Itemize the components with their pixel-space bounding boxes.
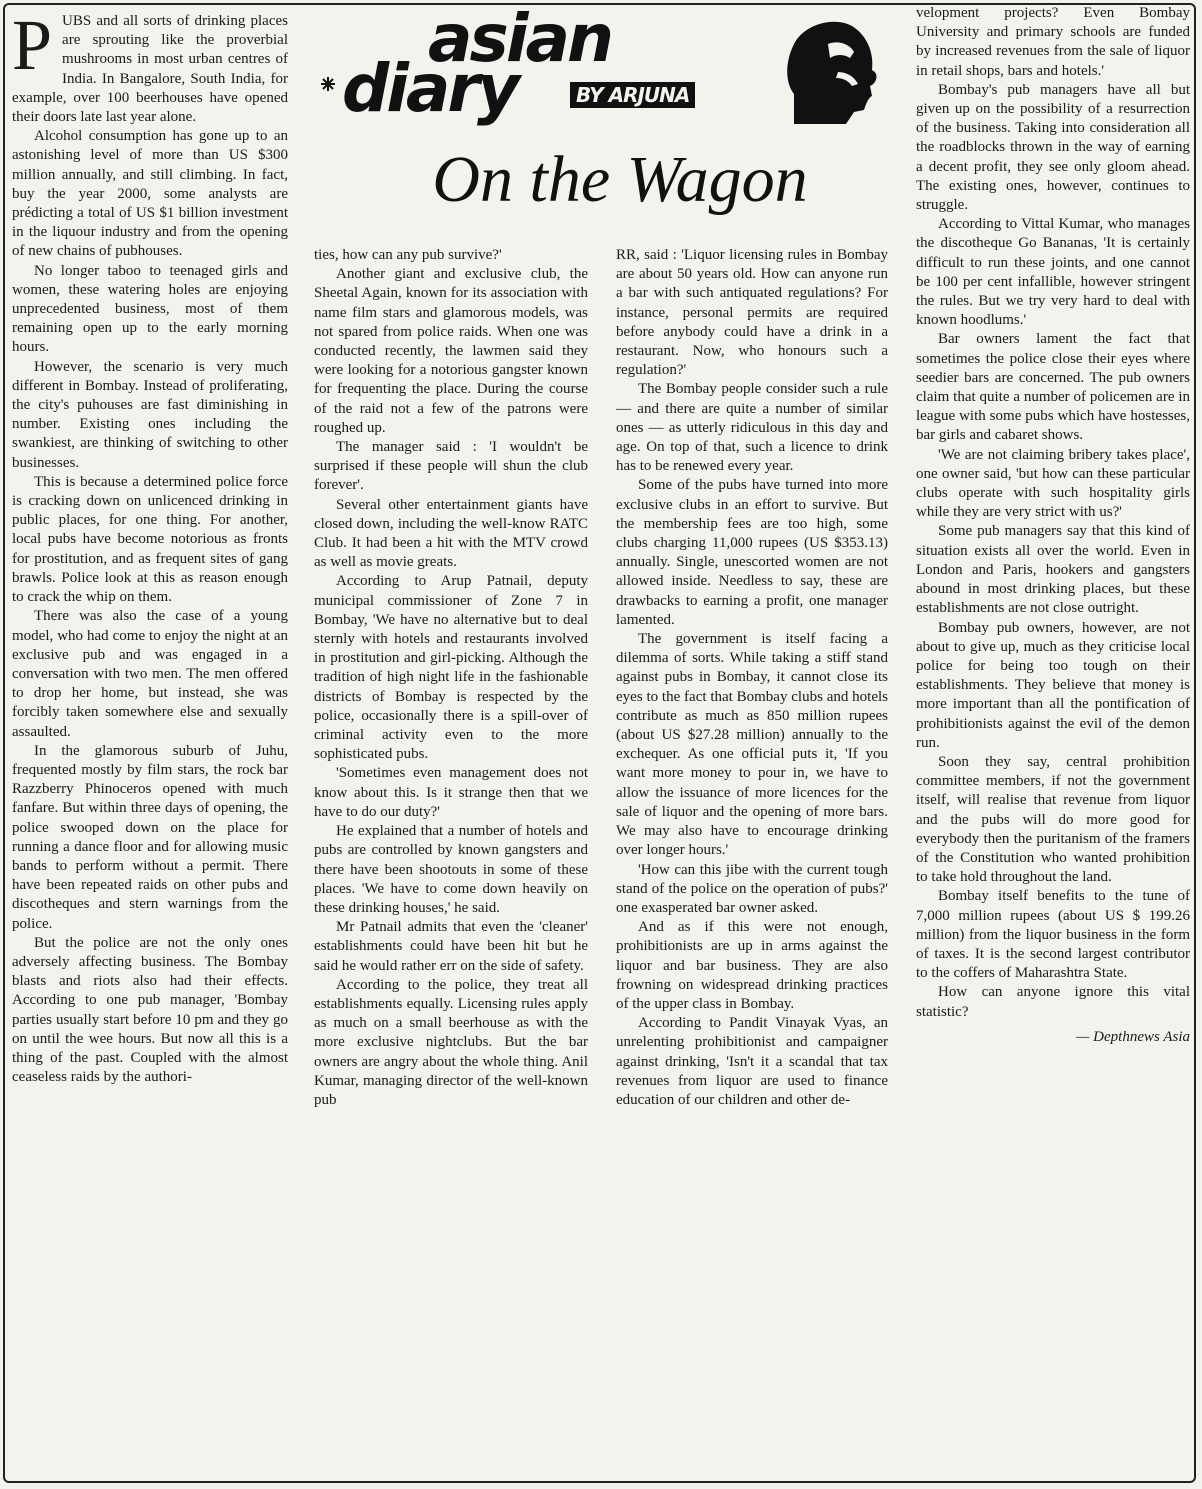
article-paragraph [314, 246, 588, 265]
article-paragraph [12, 127, 288, 261]
article-paragraph [916, 446, 1190, 523]
article-paragraph [916, 4, 1190, 81]
article-paragraph [616, 380, 888, 476]
paragraph-text: The manager said : 'I wouldn't be surprised if these people will shun the club forever'. [314, 439, 588, 494]
paragraph-text: But the police are not the only ones adversely affecting business. The Bombay blasts and riots also had their effects. According to one pub manager, 'Bombay parties usually start before 10 pm and they go on until the wee hours. But now all this is a thing of the past. Coupled with the almost ceaseless raids by the authori- [12, 934, 288, 1086]
paragraph-text: RR, said : 'Liquor licensing rules in Bombay are about 50 years old. How can anyone run a bar with such antiquated regulations? For instance, personal permits are required before anybody could have a drink in a restaurant. Now, who honours such a regulation?' [616, 247, 888, 379]
source-credit: — Depthnews Asia [1076, 1028, 1190, 1045]
paragraph-text: Several other entertainment giants have closed down, including the well-know RATC Club. It had been a hit with the MTV crowd as well as movie greats. [314, 496, 588, 571]
article-headline: On the Wagon [432, 143, 808, 216]
text-column-3 [616, 246, 888, 1482]
article-paragraph [314, 918, 588, 976]
masthead-diary: diary [342, 50, 517, 127]
paragraph-text: This is because a determined police force is cracking down on unlicenced drinking in public places, for one thing. For another, local pubs have become notorious as fronts for prostitution, and as frequent sites of gang brawls. Police look at this as reason enough to crack the whip on them. [12, 473, 288, 606]
article-paragraph [916, 619, 1190, 753]
paragraph-text: According to Vittal Kumar, who manages the discotheque Go Bananas, 'It is certainly difficult to run these joints, and one cannot be 100 per cent infallible, however stringent the rules. But we try very hard to deal with known hoodlums.' [916, 216, 1190, 329]
paragraph-text: There was also the case of a young model, who had come to enjoy the night at an exclusive pub and was engaged in a conversation with two men. The men offered to drop her home, but instead, she was forcibly taken somewhere else and sexually assaulted. [12, 608, 288, 740]
article-paragraph [314, 976, 588, 1110]
paragraph-text: Bombay's pub managers have all but given up on the possibility of a resurrection of the business. Taking into consideration all the roadblocks thrown in the way of earning a decent profit, they see only gloom ahead. The existing ones, however, continues to struggle. [916, 81, 1190, 214]
paragraph-text: Some of the pubs have turned into more exclusive clubs in an effort to survive. But the membership fees are too high, some clubs charging 11,000 rupees (US $353.13) annually. Single, unescorted women are not allowed inside. Needless to say, these are drawbacks to earning a profit, one manager lamented. [616, 477, 888, 628]
article-paragraph [916, 330, 1190, 445]
article-paragraph [12, 358, 288, 473]
paragraph-text: According to the police, they treat all establishments equally. Licensing rules apply as much on a small beerhouse as with the more exclusive nightclubs. But the bar owners are angry about the whole thing. Anil Kumar, managing director of the well-known pub [314, 976, 588, 1108]
article-paragraph [916, 215, 1190, 330]
paragraph-text: 'Sometimes even management does not know about this. Is it strange then that we have to do our duty?' [314, 765, 588, 820]
paragraph-text: Alcohol consumption has gone up to an astonishing level of more than US $300 million annually, and still climbing. In fact, buy the year 2000, some analysts are prédicting a total of US $1 billion investment in the liquour industry and from the opening of new chains of pubhouses. [12, 128, 288, 260]
article-paragraph [12, 607, 288, 741]
text-column-1 [12, 12, 288, 1482]
paragraph-text: 'We are not claiming bribery takes place', one owner said, 'but how can these particular clubs operate with such hospitality girls while they are very strict with us?' [916, 446, 1190, 521]
paragraph-text: 'How can this jibe with the current tough stand of the police on the operation of pubs?' one exasperated bar owner asked. [616, 861, 888, 916]
article-paragraph [916, 887, 1190, 983]
paragraph-text: No longer taboo to teenaged girls and women, these watering holes are enjoying unprecedented business, most of them remaining open up to the early morning hours. [12, 262, 288, 356]
article-paragraph [616, 476, 888, 630]
article-paragraph [616, 246, 888, 380]
article-paragraph [314, 496, 588, 573]
paragraph-text: Bombay itself benefits to the tune of 7,000 million rupees (about US $ 199.26 million) from the liquor business in the form of taxes. It is the second largest contributor to the coffers of Maharashtra State. [916, 888, 1190, 982]
paragraph-text: In the glamorous suburb of Juhu, frequented mostly by film stars, the rock bar Razzberry Phinoceros opened with much fanfare. But within three days of opening, the police swooped down on the place for running a dance floor and for allowing music bands to perform without a permit. There have been repeated raids on other pubs and discotheques and stern warnings from the police. [12, 742, 288, 932]
asterisk-icon [318, 74, 338, 94]
article-paragraph [12, 473, 288, 607]
article-paragraph [314, 438, 588, 496]
paragraph-text: Bombay pub owners, however, are not about to give up, much as they criticise local police for being too tough on their establishments. They believe that money is more important than all the pontification of prohibitionists against the evil of the demon run. [916, 619, 1190, 751]
paragraph-text: ties, how can any pub survive?' [314, 247, 502, 263]
article-paragraph [916, 753, 1190, 887]
article-paragraph [916, 522, 1190, 618]
paragraph-text: Bar owners lament the fact that sometimes the police close their eyes where seedier bars are concerned. The pub owners claim that quite a number of policemen are in league with some pubs which have hostesses, bar girls and cabaret shows. [916, 331, 1190, 444]
article-paragraph [916, 81, 1190, 215]
paragraph-text: velopment projects? Even Bombay University and primary schools are funded by increased revenues from the sale of liquor in retail shops, bars and hotels.' [916, 5, 1190, 79]
article-paragraph [916, 983, 1190, 1021]
paragraph-text: According to Pandit Vinayak Vyas, an unrelenting prohibitionist and campaigner against drinking, 'Isn't it a scandal that tax revenues from liquor are used to finance education of our children and other de- [616, 1015, 888, 1108]
paragraph-text: And as if this were not enough, prohibitionists are up in arms against the liquor and bar business. They are also frowning on widespread drinking practices of the upper class in Bombay. [616, 919, 888, 1012]
article-paragraph [314, 265, 588, 438]
text-column-2 [314, 246, 588, 1482]
article-paragraph [314, 764, 588, 822]
paragraph-text: According to Arup Patnail, deputy municipal commissioner of Zone 7 in Bombay, 'We have no alternative but to deal sternly with hotels and restaurants involved in prostitution and girl-picking. Although the tradition of high night life in the fashionable districts of Bombay is respected by the police, occasionally there is a spill-over of criminal activity even to the more sophisticated pubs. [314, 573, 588, 763]
paragraph-text: UBS and all sorts of drinking places are sprouting like the proverbial mushrooms in most urban centres of India. In Bangalore, South India, for example, over 100 beerhouses have opened their doors late last year alone. [12, 13, 288, 126]
article-paragraph [616, 861, 888, 919]
article-paragraph [314, 822, 588, 918]
article-paragraph [616, 918, 888, 1014]
article-paragraph [12, 742, 288, 934]
article-paragraph [12, 12, 288, 127]
paragraph-text: The government is itself facing a dilemma of sorts. While taking a stiff stand against pubs in Bombay, it cannot close its eyes to the fact that Bombay clubs and hotels contribute as much as 850 million rupees (about US $27.28 million) annually to the exchequer. As one official puts it, 'If you want more money to pour in, we have to allow the issuance of more licences for the sale of liquor and the opening of more bars. We may also have to encourage drinking over longer hours.' [616, 631, 888, 859]
article-paragraph [12, 934, 288, 1088]
drop-cap: P [12, 12, 53, 85]
paragraph-text: Mr Patnail admits that even the 'cleaner' establishments could have been hit but he said he would rather err on the side of safety. [314, 919, 588, 974]
masthead-asian: asian [428, 0, 611, 77]
author-byline: BY ARJUNA [570, 82, 695, 108]
paragraph-text: Another giant and exclusive club, the Sheetal Again, known for its association with name film stars and glamorous models, was not spared from police raids. When one was conducted recently, the lawmen said they were looking for a notorious gangster known for frequenting the place. During the course of the raid not a few of the patrons were roughed up. [314, 266, 588, 436]
paragraph-text: He explained that a number of hotels and pubs are controlled by known gangsters and there have been shootouts in some of these places. 'We have to come down heavily on these drinking houses,' he said. [314, 823, 588, 916]
paragraph-text: How can anyone ignore this vital statistic? [916, 984, 1190, 1020]
article-paragraph [12, 262, 288, 358]
paragraph-text: Soon they say, central prohibition committee members, if not the government itself, will realise that revenue from liquor and the pubs will do more good for everybody then the puritanism of the framers of the Constitution who wanted prohibition to take hold throughout the land. [916, 753, 1190, 886]
paragraph-text: However, the scenario is very much different in Bombay. Instead of proliferating, the city's puhouses are fast diminishing in number. Existing ones including the swankiest, are thinking of switching to other businesses. [12, 358, 288, 471]
author-portrait-icon [776, 14, 880, 124]
paragraph-text: The Bombay people consider such a rule — and there are quite a number of similar ones — as utterly ridiculous in this day and age. On top of that, such a licence to drink has to be renewed every year. [616, 381, 888, 475]
paragraph-text: Some pub managers say that this kind of situation exists all over the world. Even in London and Paris, hookers and gangsters abound in most drinking places, but these establishments are not close outright. [916, 523, 1190, 617]
article-paragraph [616, 630, 888, 860]
article-paragraph [314, 572, 588, 764]
article-paragraph [616, 1014, 888, 1110]
text-column-4 [916, 4, 1190, 1484]
